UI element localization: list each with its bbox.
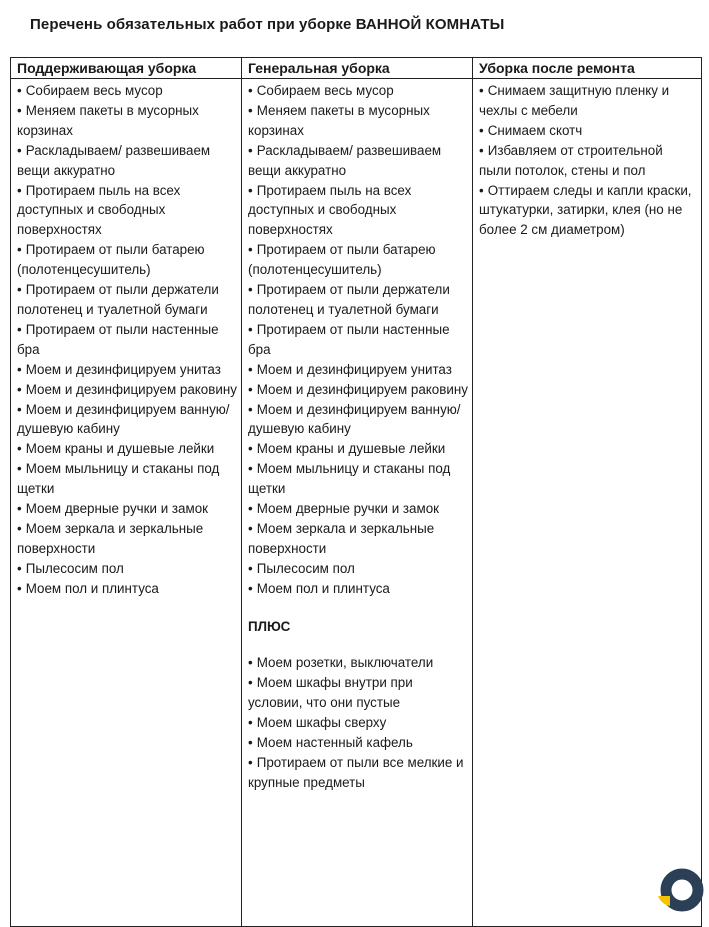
- list-item: [479, 81, 698, 121]
- list-item-text: Протираем от пыли настенные бра: [17, 321, 219, 357]
- bullet-icon: •: [248, 715, 253, 731]
- bullet-icon: •: [17, 182, 22, 198]
- cleaning-checklist-table: [10, 57, 702, 927]
- list-item-text: Моем и дезинфицируем ванную/ душевую кабину: [248, 401, 461, 437]
- bullet-icon: •: [248, 735, 253, 751]
- list-item: [17, 559, 238, 579]
- list-item-text: Протираем от пыли держатели полотенец и туалетной бумаги: [17, 282, 219, 317]
- bullet-icon: •: [17, 401, 22, 417]
- list-item: [248, 141, 469, 181]
- list-item-text: Моем мыльницу и стаканы под щетки: [17, 461, 220, 497]
- bullet-icon: •: [248, 102, 253, 118]
- bullet-icon: •: [479, 142, 484, 158]
- bullet-icon: •: [479, 182, 484, 198]
- list-item-text: Моем пол и плинтуса: [256, 580, 390, 596]
- list-item: [17, 101, 238, 141]
- list-item-text: Моем и дезинфицируем раковину: [256, 381, 468, 397]
- bullet-icon: •: [17, 282, 22, 298]
- list-item-text: Моем розетки, выключатели: [256, 655, 434, 671]
- column-items: [11, 79, 241, 599]
- list-item: [248, 499, 469, 519]
- bullet-icon: •: [248, 242, 253, 258]
- list-item: [17, 280, 238, 320]
- list-item: [248, 280, 469, 320]
- list-item: [248, 559, 469, 579]
- list-item-text: Пылесосим пол: [256, 560, 355, 576]
- bullet-icon: •: [17, 501, 22, 517]
- list-item: [248, 101, 469, 141]
- bullet-icon: •: [479, 83, 484, 98]
- bullet-icon: •: [17, 461, 22, 477]
- list-item: [248, 459, 469, 499]
- bullet-icon: •: [248, 580, 253, 596]
- plus-label: ПЛЮС: [248, 618, 291, 634]
- bullet-icon: •: [248, 321, 253, 337]
- column-header: Поддерживающая уборка: [11, 58, 241, 79]
- list-item: [248, 320, 469, 360]
- bullet-icon: •: [248, 83, 253, 98]
- list-item: [17, 519, 238, 559]
- column-items: [248, 81, 469, 599]
- list-item: [479, 141, 698, 181]
- bullet-icon: •: [248, 182, 253, 198]
- bullet-icon: •: [17, 102, 22, 118]
- list-item: [479, 121, 698, 141]
- list-item-text: Собираем весь мусор: [256, 83, 394, 98]
- column-after-renovation: [473, 58, 701, 926]
- list-item-text: Протираем от пыли батарею (полотенцесушитель): [248, 242, 436, 278]
- list-item-text: Моем и дезинфицируем раковину: [25, 381, 237, 397]
- bullet-icon: •: [17, 361, 22, 377]
- list-item-text: Избавляем от строительной пыли потолок, стены и пол: [479, 142, 663, 178]
- bullet-icon: •: [17, 580, 22, 596]
- list-item-text: Меняем пакеты в мусорных корзинах: [17, 102, 199, 138]
- bullet-icon: •: [17, 441, 22, 457]
- list-item-text: Собираем весь мусор: [25, 83, 163, 98]
- list-item: [17, 439, 238, 459]
- bullet-icon: •: [17, 83, 22, 98]
- list-item-text: Моем и дезинфицируем ванную/ душевую кабину: [17, 401, 230, 437]
- bullet-icon: •: [248, 560, 253, 576]
- list-item-text: Протираем пыль на всех доступных и свободных поверхностях: [248, 182, 412, 238]
- list-item: [17, 320, 238, 360]
- list-item: [17, 360, 238, 380]
- bullet-icon: •: [17, 381, 22, 397]
- bullet-icon: •: [248, 282, 253, 298]
- bullet-icon: •: [248, 461, 253, 477]
- list-item-text: Протираем пыль на всех доступных и свободных поверхностях: [17, 182, 181, 238]
- list-item: [248, 579, 469, 599]
- list-item: [248, 240, 469, 280]
- bullet-icon: •: [17, 560, 22, 576]
- list-item-text: Моем дверные ручки и замок: [256, 501, 440, 517]
- bullet-icon: •: [248, 755, 253, 770]
- list-item: [248, 519, 469, 559]
- bullet-icon: •: [248, 441, 253, 457]
- column-maintenance: [11, 58, 242, 926]
- list-item-text: Пылесосим пол: [25, 560, 124, 576]
- list-item: [248, 439, 469, 459]
- list-item-text: Моем пол и плинтуса: [25, 580, 159, 596]
- bullet-icon: •: [17, 520, 22, 536]
- list-item: [17, 499, 238, 519]
- column-items: [473, 79, 701, 240]
- brand-logo-icon: [656, 866, 704, 914]
- column-general: [242, 58, 473, 926]
- list-item-text: Моем зеркала и зеркальные поверхности: [17, 520, 204, 556]
- list-item: [17, 380, 238, 400]
- list-item-text: Моем и дезинфицируем унитаз: [256, 361, 452, 377]
- list-item: [17, 459, 238, 499]
- list-item-text: Снимаем защитную пленку и чехлы с мебели: [479, 83, 670, 118]
- list-item: [248, 713, 469, 733]
- list-item-text: Моем краны и душевые лейки: [256, 441, 446, 457]
- bullet-icon: •: [248, 655, 253, 671]
- list-item: [248, 673, 469, 713]
- bullet-icon: •: [248, 381, 253, 397]
- bullet-icon: •: [248, 675, 253, 691]
- list-item-text: Протираем от пыли все мелкие и крупные предметы: [248, 755, 464, 790]
- list-item-text: Моем краны и душевые лейки: [25, 441, 215, 457]
- bullet-icon: •: [17, 142, 22, 158]
- list-item-text: Моем мыльницу и стаканы под щетки: [248, 461, 451, 497]
- list-item-text: Протираем от пыли настенные бра: [248, 321, 450, 357]
- list-item: [248, 400, 469, 440]
- list-item-text: Моем настенный кафель: [256, 735, 413, 751]
- list-item-text: Протираем от пыли держатели полотенец и туалетной бумаги: [248, 282, 450, 317]
- list-item-text: Раскладываем/ развешиваем вещи аккуратно: [17, 142, 211, 178]
- bullet-icon: •: [248, 501, 253, 517]
- list-item-text: Меняем пакеты в мусорных корзинах: [248, 102, 430, 138]
- list-item-text: Моем дверные ручки и замок: [25, 501, 209, 517]
- bullet-icon: •: [248, 361, 253, 377]
- bullet-icon: •: [248, 401, 253, 417]
- bullet-icon: •: [248, 520, 253, 536]
- list-item: [17, 400, 238, 440]
- list-item: [248, 181, 469, 241]
- list-item: [17, 81, 238, 101]
- column-header: Уборка после ремонта: [473, 58, 701, 79]
- list-item-text: Протираем от пыли батарею (полотенцесушитель): [17, 242, 205, 278]
- list-item-text: Моем и дезинфицируем унитаз: [25, 361, 221, 377]
- list-item: [17, 579, 238, 599]
- column-header: Генеральная уборка: [242, 58, 472, 79]
- list-item: [17, 181, 238, 241]
- list-item: [248, 733, 469, 753]
- bullet-icon: •: [17, 321, 22, 337]
- bullet-icon: •: [248, 142, 253, 158]
- list-item: [248, 360, 469, 380]
- list-item-text: Раскладываем/ развешиваем вещи аккуратно: [248, 142, 442, 178]
- list-item-text: Моем зеркала и зеркальные поверхности: [248, 520, 435, 556]
- list-item-text: Моем шкафы внутри при условии, что они пустые: [248, 675, 413, 711]
- bullet-icon: •: [479, 122, 484, 138]
- plus-items: [248, 653, 469, 792]
- list-item-text: Снимаем скотч: [487, 122, 583, 138]
- list-item: [248, 753, 469, 793]
- list-item-text: Моем шкафы сверху: [256, 715, 387, 731]
- list-item: [248, 81, 469, 101]
- list-item: [479, 181, 698, 241]
- list-item: [17, 141, 238, 181]
- list-item: [17, 240, 238, 280]
- list-item: [248, 653, 469, 673]
- bullet-icon: •: [17, 242, 22, 258]
- page-title: Перечень обязательных работ при уборке ВАННОЙ КОМНАТЫ: [30, 16, 505, 33]
- list-item-text: Оттираем следы и капли краски, штукатурки, затирки, клея (но не более 2 см диаметром): [479, 182, 692, 238]
- list-item: [248, 380, 469, 400]
- column-items-wrap: [242, 79, 472, 793]
